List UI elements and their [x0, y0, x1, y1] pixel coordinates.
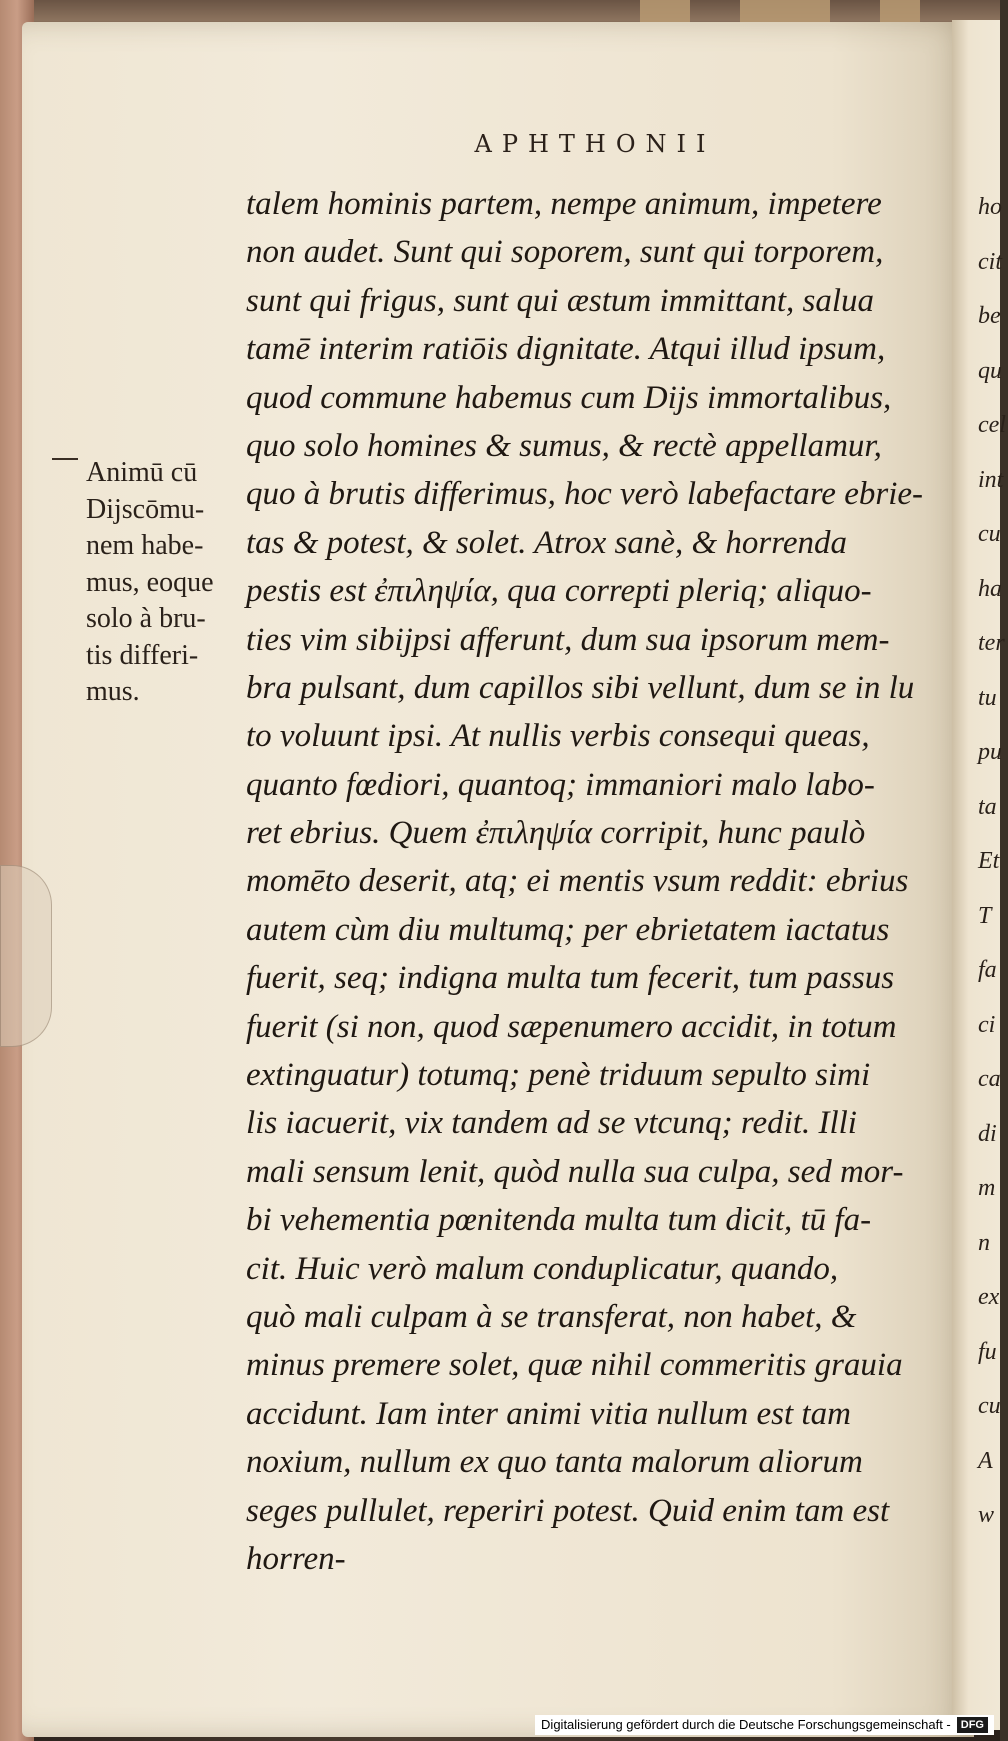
- dfg-logo: DFG: [957, 1717, 988, 1733]
- right-page-fragment: fu: [978, 1338, 997, 1365]
- margin-note-line: solo à bru-: [86, 603, 206, 634]
- right-page-fragment: ho: [978, 194, 1002, 220]
- margin-note-line: mus.: [86, 676, 140, 707]
- margin-note-line: tis differi-: [86, 639, 199, 671]
- text-line: quò mali culpam à se transferat, non habet, &: [246, 1298, 857, 1335]
- right-page-fragment: ca: [978, 1066, 1001, 1092]
- text-line: noxium, nullum ex quo tanta malorum aliorum: [246, 1444, 863, 1481]
- text-line: cit. Huic verò malum conduplicatur, quando,: [246, 1250, 839, 1287]
- text-line: talem hominis partem, nempe animum, impetere: [246, 186, 882, 222]
- text-line: horren-: [246, 1540, 346, 1577]
- text-line: fuerit, seq; indigna multa tum fecerit, tum passus: [246, 960, 895, 997]
- text-line: sunt qui frigus, sunt qui æstum immittant, salua: [246, 282, 874, 319]
- right-page-fragment: ha: [978, 575, 1002, 602]
- right-page-fragment: pu: [978, 739, 1002, 765]
- right-page-fragment: A: [978, 1447, 993, 1474]
- right-page-fragment: ci: [978, 1011, 996, 1038]
- margin-note-line: nem habe-: [86, 530, 204, 561]
- margin-note-line: Animū cū: [86, 457, 198, 488]
- text-line: fuerit (si non, quod sæpenumero accidit, in totum: [246, 1008, 897, 1045]
- margin-note: [86, 455, 251, 711]
- text-line: bra pulsant, dum capillos sibi vellunt, dum se in lu: [246, 669, 915, 706]
- text-line: quanto fœdiori, quantoq; immaniori malo labo-: [246, 766, 875, 803]
- text-line: autem cùm diu multumq; per ebrietatem iactatus: [246, 911, 890, 948]
- text-line: quod commune habemus cum Dijs immortalibus,: [246, 379, 892, 416]
- margin-note-line: mus, eoque: [86, 566, 214, 598]
- right-page-fragment: cu: [978, 521, 1001, 547]
- text-line: momēto deserit, atq; ei mentis vsum reddit: ebrius: [246, 863, 909, 900]
- right-page-fragment: be: [978, 303, 1001, 329]
- text-line: seges pullulet, reperiri potest. Quid enim tam est: [246, 1492, 890, 1529]
- right-page-fragment: w: [978, 1502, 995, 1528]
- page-clip: [0, 865, 52, 1047]
- digitization-credit: [535, 1715, 994, 1735]
- running-head: APHTHONII: [474, 130, 716, 158]
- right-page-fragment: m: [978, 1175, 996, 1201]
- right-page-fragment: cel: [978, 412, 1006, 438]
- text-line: mali sensum lenit, quòd nulla sua culpa, sed mor-: [246, 1153, 904, 1190]
- right-page-fragment: cit: [978, 248, 1002, 275]
- credit-text: Digitalisierung gefördert durch die Deutsche Forschungsgemeinschaft -: [541, 1717, 951, 1732]
- text-line: minus premere solet, quæ nihil commeritis grauia: [246, 1347, 903, 1384]
- right-page-fragment: fa: [978, 957, 997, 983]
- margin-note-line: Dijscōmu-: [86, 493, 205, 525]
- margin-mark: [52, 458, 78, 460]
- text-line: tamē interim ratiōis dignitate. Atqui illud ipsum,: [246, 331, 886, 368]
- right-page-fragment: tu: [978, 684, 997, 711]
- right-page-fragment: ter: [978, 630, 1005, 656]
- text-line: ret ebrius. Quem ἐπιληψία corripit, hunc paulò: [246, 815, 866, 852]
- text-line: extinguatur) totumq; penè triduum sepulto simi: [246, 1057, 871, 1094]
- text-line: quo solo homines & sumus, & rectè appellamur,: [246, 427, 882, 464]
- right-page-fragment: n: [978, 1229, 990, 1256]
- text-line: bi vehementia pœnitenda multa tum dicit, tū fa-: [246, 1202, 872, 1239]
- right-page-fragment: int: [978, 466, 1004, 493]
- text-line: lis iacuerit, vix tandem ad se vtcunq; redit. Illi: [246, 1105, 857, 1142]
- text-line: quo à brutis differimus, hoc verò labefactare ebrie-: [246, 476, 923, 513]
- text-line: accidunt. Iam inter animi vitia nullum est tam: [246, 1395, 851, 1432]
- text-line: non audet. Sunt qui soporem, sunt qui torporem,: [246, 234, 884, 271]
- right-page-fragment: cu: [978, 1393, 1001, 1419]
- right-page-fragment: qu: [978, 357, 1002, 384]
- right-page-text-fragments: [978, 180, 1008, 1543]
- right-page-fragment: T: [978, 902, 992, 929]
- right-page-fragment: Et: [978, 848, 1000, 874]
- body-text: [246, 180, 936, 1583]
- text-line: pestis est ἐπιληψία, qua correpti pleriq; aliquo-: [246, 573, 872, 610]
- right-page-fragment: ex: [978, 1284, 1000, 1310]
- right-page-fragment: ta: [978, 793, 997, 820]
- text-line: to voluunt ipsi. At nullis verbis consequi queas,: [246, 718, 870, 755]
- right-page-fragment: di: [978, 1120, 997, 1147]
- text-line: tas & potest, & solet. Atrox sanè, & horrenda: [246, 524, 848, 561]
- text-line: ties vim sibijpsi afferunt, dum sua ipsorum mem-: [246, 621, 890, 658]
